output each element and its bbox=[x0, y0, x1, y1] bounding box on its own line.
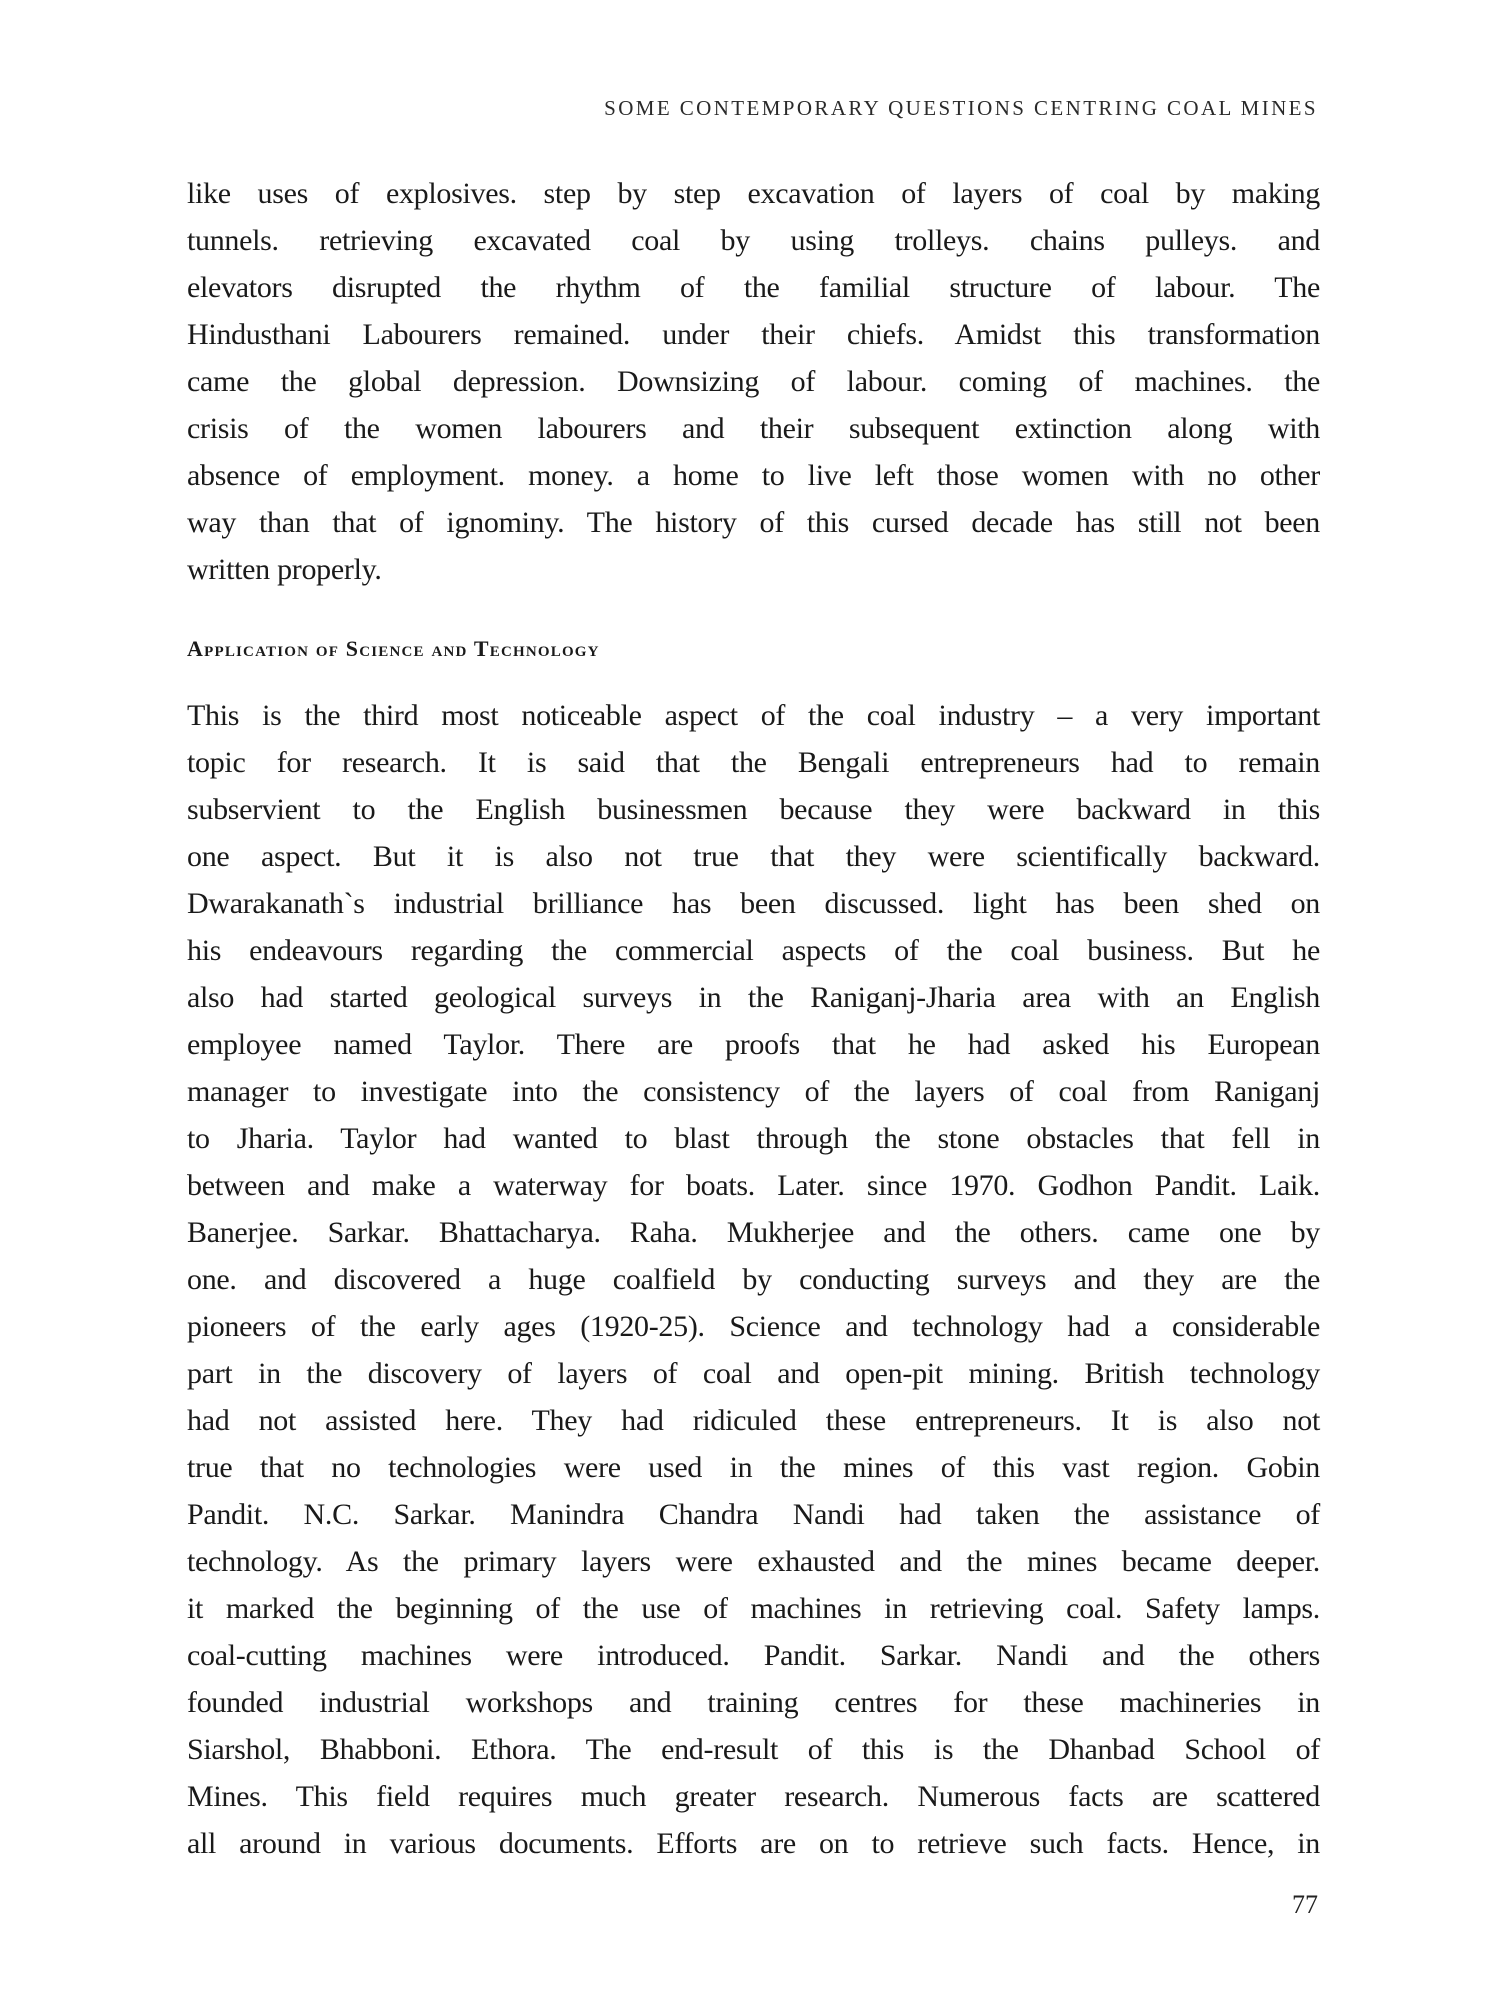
text-line: came the global depression. Downsizing of labour. coming of machines. the bbox=[187, 365, 1320, 398]
text-line: Banerjee. Sarkar. Bhattacharya. Raha. Mukherjee and the others. came one by bbox=[187, 1216, 1320, 1249]
running-head: SOME CONTEMPORARY QUESTIONS CENTRING COAL MINES bbox=[604, 96, 1318, 120]
paragraph-1 bbox=[187, 170, 1320, 593]
text-line: part in the discovery of layers of coal and open-pit mining. British technology bbox=[187, 1357, 1320, 1390]
text-line: written properly. bbox=[187, 553, 382, 586]
page-number: 77 bbox=[1292, 1890, 1318, 1919]
text-line: subservient to the English businessmen because they were backward in this bbox=[187, 793, 1320, 826]
text-line: his endeavours regarding the commercial aspects of the coal business. But he bbox=[187, 934, 1320, 967]
text-line: technology. As the primary layers were exhausted and the mines became deeper. bbox=[187, 1545, 1320, 1578]
text-line: one. and discovered a huge coalfield by conducting surveys and they are the bbox=[187, 1263, 1320, 1296]
text-line: true that no technologies were used in the mines of this vast region. Gobin bbox=[187, 1451, 1320, 1484]
text-line: it marked the beginning of the use of machines in retrieving coal. Safety lamps. bbox=[187, 1592, 1320, 1625]
text-line: topic for research. It is said that the Bengali entrepreneurs had to remain bbox=[187, 746, 1320, 779]
text-line: also had started geological surveys in the Raniganj-Jharia area with an English bbox=[187, 981, 1320, 1014]
paragraph-2 bbox=[187, 692, 1320, 1867]
text-line: Pandit. N.C. Sarkar. Manindra Chandra Nandi had taken the assistance of bbox=[187, 1498, 1320, 1531]
text-line: employee named Taylor. There are proofs that he had asked his European bbox=[187, 1028, 1320, 1061]
text-line: manager to investigate into the consistency of the layers of coal from Raniganj bbox=[187, 1075, 1320, 1108]
text-line: had not assisted here. They had ridiculed these entrepreneurs. It is also not bbox=[187, 1404, 1320, 1437]
text-line: Siarshol, Bhabboni. Ethora. The end-result of this is the Dhanbad School of bbox=[187, 1733, 1320, 1766]
text-line: crisis of the women labourers and their subsequent extinction along with bbox=[187, 412, 1320, 445]
text-line: one aspect. But it is also not true that they were scientifically backward. bbox=[187, 840, 1320, 873]
text-line: coal-cutting machines were introduced. Pandit. Sarkar. Nandi and the others bbox=[187, 1639, 1320, 1672]
section-heading: Application of Science and Technology bbox=[187, 636, 600, 661]
text-line: absence of employment. money. a home to live left those women with no other bbox=[187, 459, 1320, 492]
text-line: tunnels. retrieving excavated coal by using trolleys. chains pulleys. and bbox=[187, 224, 1320, 257]
text-line: Hindusthani Labourers remained. under their chiefs. Amidst this transformation bbox=[187, 318, 1320, 351]
text-line: all around in various documents. Efforts are on to retrieve such facts. Hence, in bbox=[187, 1827, 1320, 1860]
text-line: elevators disrupted the rhythm of the familial structure of labour. The bbox=[187, 271, 1320, 304]
text-line: like uses of explosives. step by step excavation of layers of coal by making bbox=[187, 177, 1320, 210]
text-line: Mines. This field requires much greater research. Numerous facts are scattered bbox=[187, 1780, 1320, 1813]
text-line: way than that of ignominy. The history of this cursed decade has still not been bbox=[187, 506, 1320, 539]
text-line: between and make a waterway for boats. Later. since 1970. Godhon Pandit. Laik. bbox=[187, 1169, 1320, 1202]
text-line: to Jharia. Taylor had wanted to blast through the stone obstacles that fell in bbox=[187, 1122, 1320, 1155]
text-line: founded industrial workshops and training centres for these machineries in bbox=[187, 1686, 1320, 1719]
text-line: pioneers of the early ages (1920-25). Science and technology had a considerable bbox=[187, 1310, 1320, 1343]
text-line: Dwarakanath`s industrial brilliance has been discussed. light has been shed on bbox=[187, 887, 1320, 920]
text-line: This is the third most noticeable aspect of the coal industry – a very important bbox=[187, 699, 1320, 732]
